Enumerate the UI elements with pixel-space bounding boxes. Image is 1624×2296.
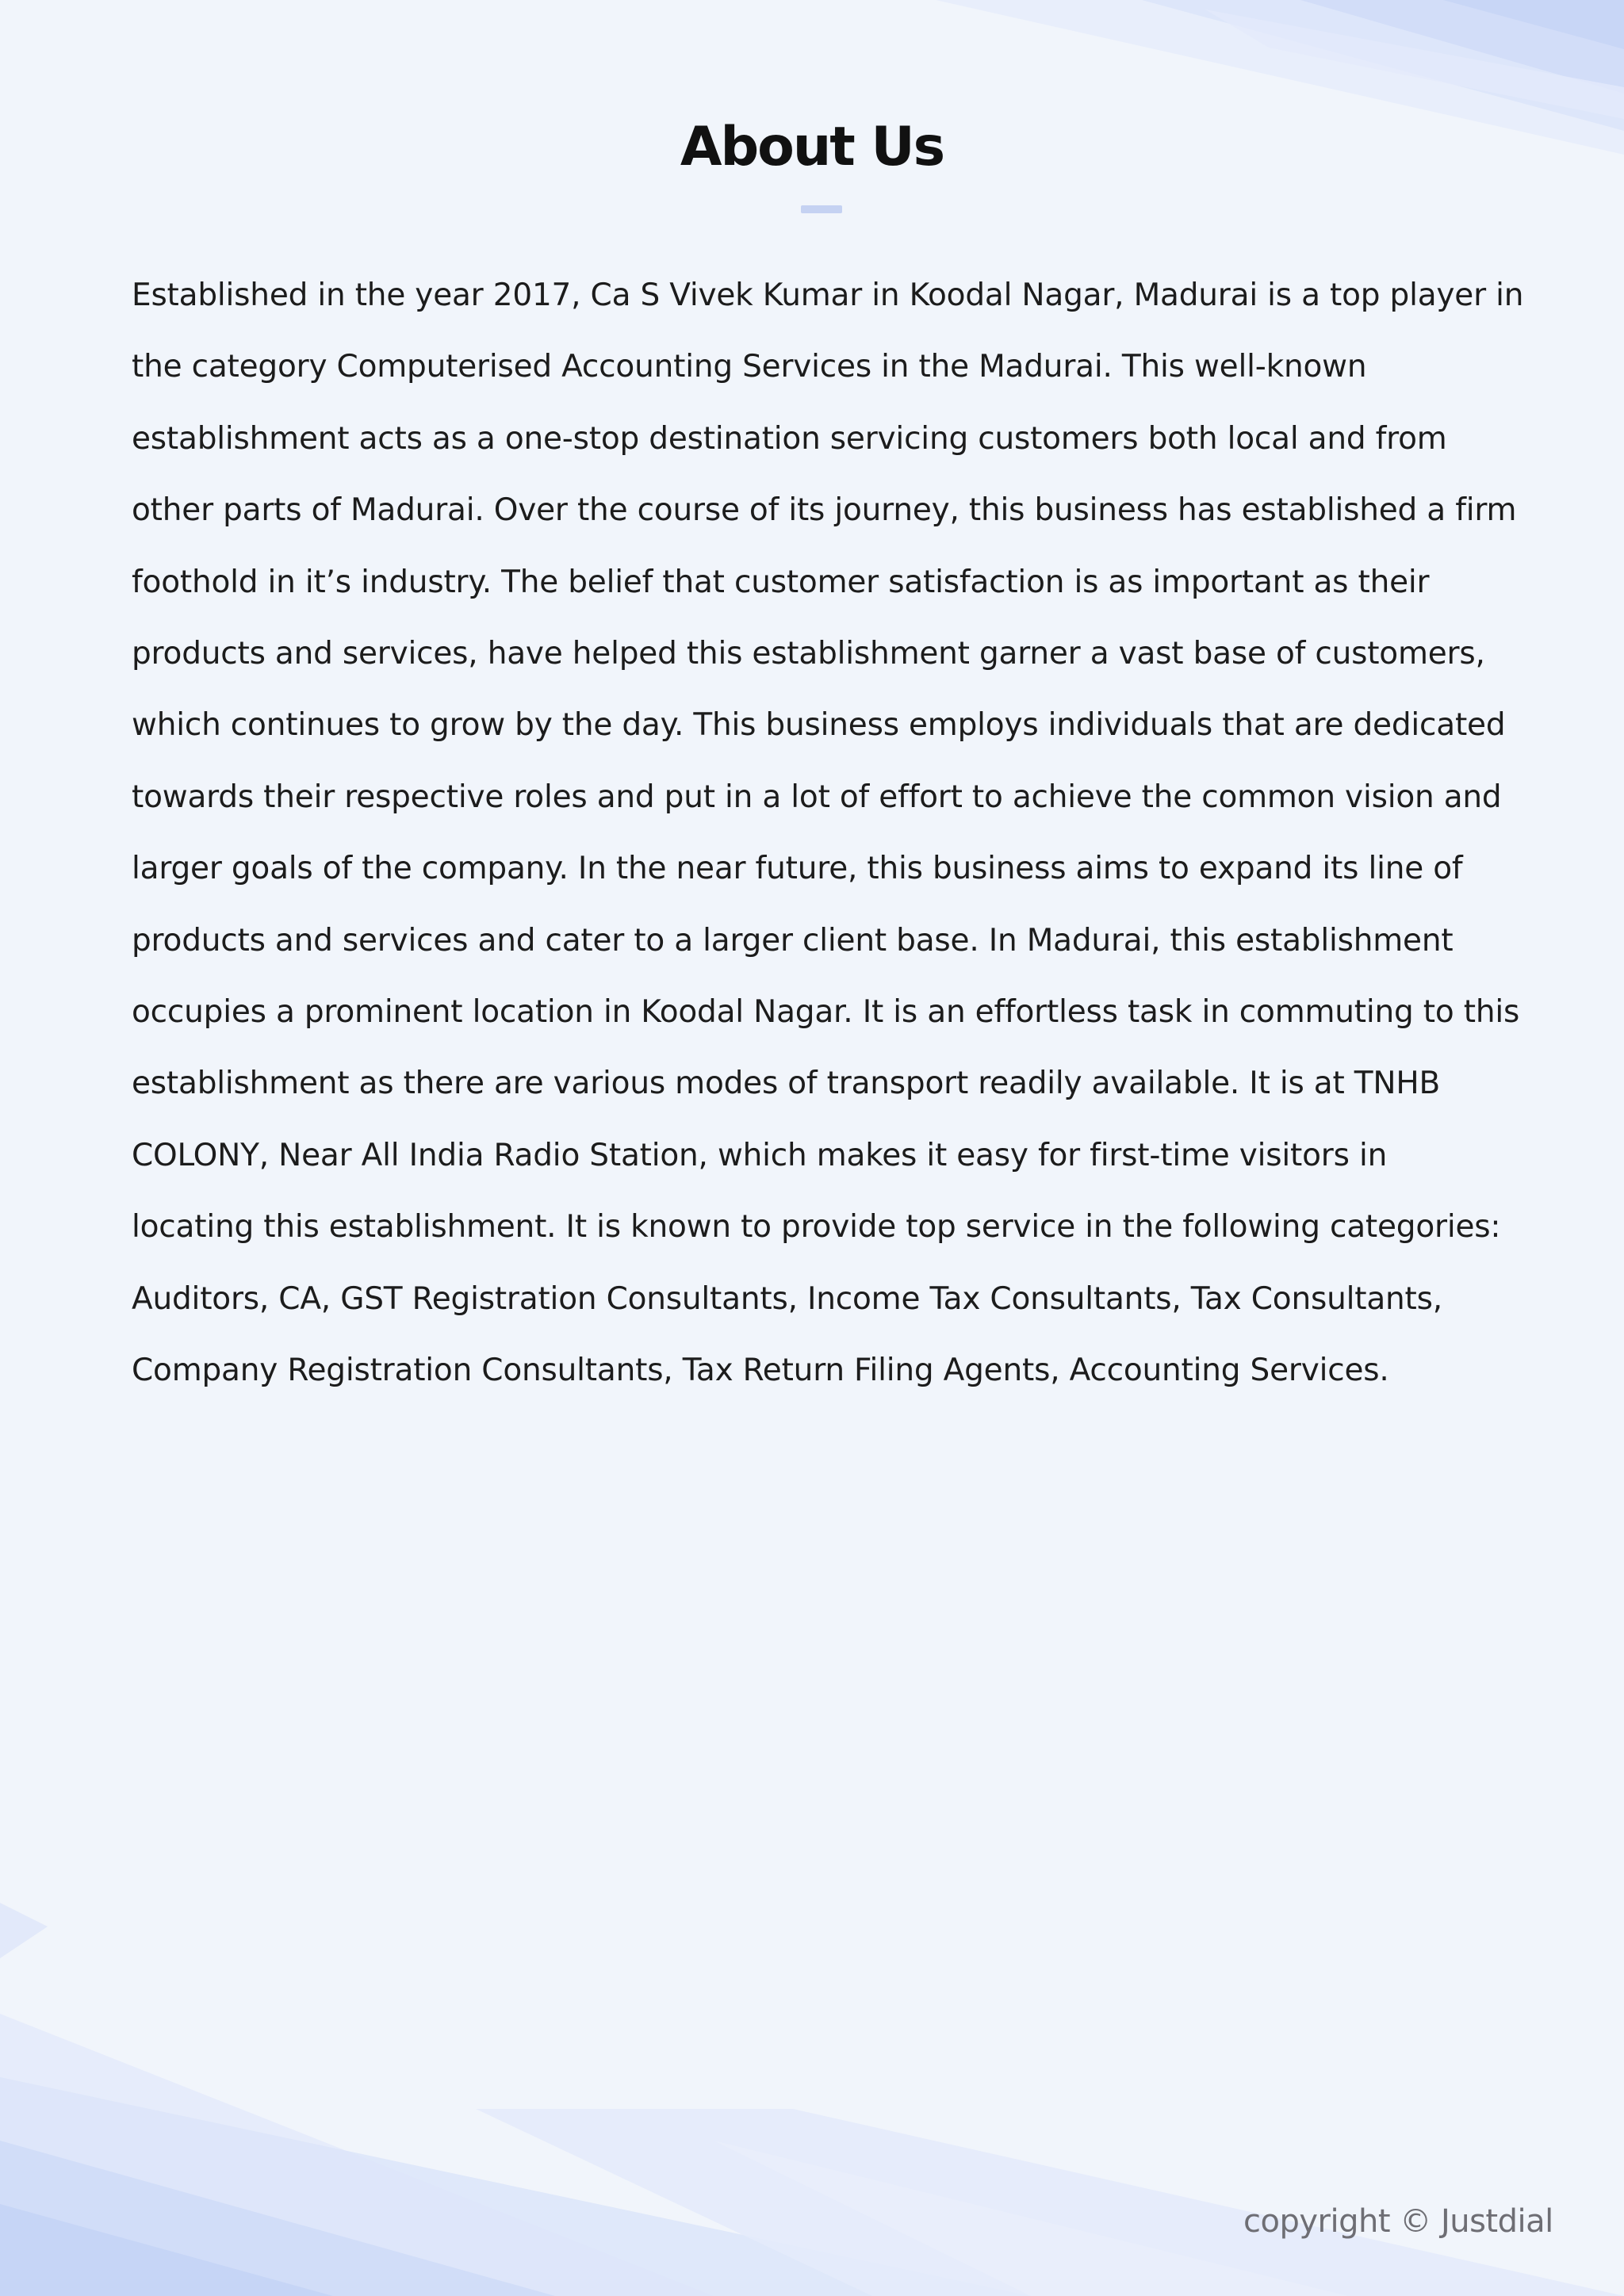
- about-line: the category Computerised Accounting Services in the Madurai. This well-known: [132, 349, 1367, 385]
- about-line: locating this establishment. It is known to provide top service in the following categories:: [132, 1209, 1501, 1246]
- about-line: larger goals of the company. In the near future, this business aims to expand its line of: [132, 851, 1463, 887]
- about-line: Auditors, CA, GST Registration Consultants, Income Tax Consultants, Tax Consultants,: [132, 1280, 1442, 1317]
- about-line: Established in the year 2017, Ca S Vivek Kumar in Koodal Nagar, Madurai is a top player in: [132, 277, 1524, 313]
- about-line: foothold in it’s industry. The belief that customer satisfaction is as important as their: [132, 564, 1430, 600]
- about-line: COLONY, Near All India Radio Station, which makes it easy for first-time visitors in: [132, 1137, 1388, 1173]
- about-line: establishment as there are various modes of transport readily available. It is at TNHB: [132, 1066, 1441, 1102]
- page-title: About Us: [680, 116, 944, 178]
- about-line: other parts of Madurai. Over the course of its journey, this business has established a firm: [132, 492, 1517, 529]
- copyright-notice: copyright © Justdial: [1243, 2203, 1553, 2240]
- about-line: products and services and cater to a larger client base. In Madurai, this establishment: [132, 922, 1454, 959]
- about-paragraph: [132, 260, 1527, 1407]
- about-line: products and services, have helped this establishment garner a vast base of customers,: [132, 636, 1485, 672]
- about-line: establishment acts as a one-stop destination servicing customers both local and from: [132, 420, 1447, 457]
- about-line: occupies a prominent location in Koodal Nagar. It is an effortless task in commuting to this: [132, 994, 1520, 1031]
- about-line: which continues to grow by the day. This business employs individuals that are dedicated: [132, 707, 1506, 744]
- title-underline: [801, 205, 842, 213]
- about-line: Company Registration Consultants, Tax Return Filing Agents, Accounting Services.: [132, 1353, 1389, 1389]
- about-line: towards their respective roles and put in a lot of effort to achieve the common vision and: [132, 779, 1502, 815]
